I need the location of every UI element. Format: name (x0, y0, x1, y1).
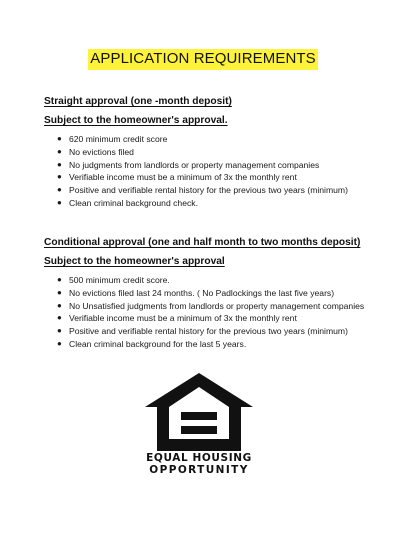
list-item (44, 197, 384, 210)
list-item (44, 338, 384, 351)
list-item-text: Verifiable income must be a minimum of 3x the monthly rent (69, 172, 297, 183)
list-item (44, 184, 384, 197)
list-item (44, 146, 384, 159)
section-subheading: Subject to the homeowner's approval. (44, 115, 228, 126)
list-item (44, 300, 384, 313)
logo-text-line1: EQUAL HOUSING (146, 452, 252, 464)
list-item (44, 171, 384, 184)
bullet-icon: ● (57, 159, 62, 169)
bullet-icon: ● (57, 313, 62, 323)
list-item (44, 274, 384, 287)
list-item (44, 312, 384, 325)
title-wrap (0, 49, 406, 70)
list-item-text: 620 minimum credit score (69, 134, 168, 144)
list-item-text: Verifiable income must be a minimum of 3x the monthly rent (69, 313, 297, 324)
logo-text-line2: OPPORTUNITY (149, 464, 249, 476)
list-item (44, 159, 384, 172)
section-heading: Straight approval (one -month deposit) (44, 96, 232, 107)
bullet-icon: ● (57, 134, 62, 143)
bullet-icon: ● (57, 275, 62, 284)
bullet-icon: ● (57, 185, 62, 195)
bullet-icon: ● (57, 146, 62, 156)
equal-housing-house-icon (145, 373, 253, 451)
bullet-icon: ● (57, 300, 62, 310)
list-item (44, 325, 384, 338)
page-title: APPLICATION REQUIREMENTS (88, 49, 318, 70)
bullet-icon: ● (57, 326, 62, 336)
list-item-text: No Unsatisfied judgments from landlords or property management companies (69, 300, 365, 311)
list-item-text: No evictions filed (69, 146, 134, 157)
requirements-list (44, 274, 384, 351)
list-item-text: Positive and verifiable rental history for the previous two years (minimum) (69, 326, 348, 337)
bullet-icon: ● (57, 287, 62, 297)
bullet-icon: ● (57, 197, 62, 207)
list-item (44, 133, 384, 146)
requirements-list (44, 133, 384, 210)
list-item-text: No judgments from landlords or property management companies (69, 159, 320, 170)
bullet-icon: ● (57, 172, 62, 182)
section-heading: Conditional approval (one and half month to two months deposit) (44, 237, 361, 248)
straight-approval-section (44, 95, 384, 210)
conditional-approval-section (44, 236, 384, 351)
bullet-icon: ● (57, 338, 62, 348)
list-item-text: No evictions filed last 24 months. ( No Padlockings the last five years) (69, 287, 335, 298)
list-item (44, 287, 384, 300)
list-item-text: 500 minimum credit score. (69, 275, 170, 285)
list-item-text: Clean criminal background for the last 5 years. (69, 338, 247, 349)
list-item-text: Clean criminal background check. (69, 197, 198, 208)
list-item-text: Positive and verifiable rental history for the previous two years (minimum) (69, 185, 348, 196)
section-subheading: Subject to the homeowner's approval (44, 256, 225, 267)
